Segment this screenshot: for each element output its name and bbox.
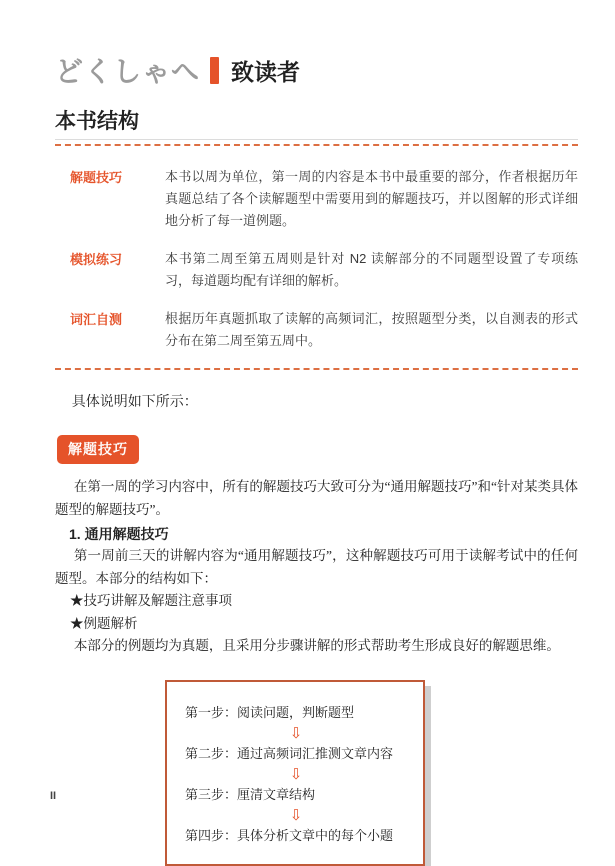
page-header xyxy=(55,52,578,88)
step-item: 第二步：通过高频词汇推测文章内容 xyxy=(185,745,394,761)
structure-item xyxy=(55,248,578,292)
star-bullet: ★例题解析 xyxy=(70,615,138,631)
paragraph: 本部分的例题均为真题，且采用分步骤讲解的形式帮助考生形成良好的解题思维。 xyxy=(73,638,560,653)
item-label: 词汇自测 xyxy=(70,312,123,327)
item-description: 本书以周为单位，第一周的内容是本书中最重要的部分，作者根据历年真题总结了各个读解题型中需要用到的解题技巧，并以图解的形式详细地分析了每一道例题。 xyxy=(165,169,578,228)
intro-line: 具体说明如下所示： xyxy=(71,395,198,410)
structure-item-list xyxy=(55,166,578,352)
item-label: 模拟练习 xyxy=(70,252,123,267)
item-description: 本书第二周至第五周则是针对 N2 读解部分的不同题型设置了专项练习，每道题均配有详细的解析。 xyxy=(165,251,578,288)
star-bullet: ★技巧讲解及解题注意事项 xyxy=(70,593,232,608)
page-number: II xyxy=(50,790,57,802)
step-item: 第四步：具体分析文章中的每个小题 xyxy=(185,827,394,843)
dashed-divider-top xyxy=(55,144,578,146)
down-arrow-icon: ⇩ xyxy=(289,723,303,742)
paragraph: 在第一周的学习内容中，所有的解题技巧大致可分为“通用解题技巧”和“针对某类具体题型的解题技巧”。 xyxy=(55,479,578,517)
chinese-title: 致读者 xyxy=(231,58,301,85)
accent-bar xyxy=(210,57,219,84)
dashed-divider-bottom xyxy=(55,368,578,370)
step-item: 第一步：阅读问题，判断题型 xyxy=(185,704,355,720)
item-description: 根据历年真题抓取了读解的高频词汇，按照题型分类，以自测表的形式分布在第二周至第五周中。 xyxy=(165,311,578,348)
structure-item xyxy=(55,308,578,352)
item-label: 解题技巧 xyxy=(70,170,123,185)
structure-item xyxy=(55,166,578,232)
step-item: 第三步：厘清文章结构 xyxy=(185,786,316,802)
solving-steps-box xyxy=(165,680,425,866)
paragraph: 第一周前三天的讲解内容为“通用解题技巧”，这种解题技巧可用于读解考试中的任何题型。本部分的结构如下： xyxy=(55,548,578,586)
section-badge: 解题技巧 xyxy=(57,435,139,464)
down-arrow-icon: ⇩ xyxy=(289,764,303,783)
japanese-title: どくしゃへ xyxy=(55,56,201,87)
down-arrow-icon: ⇩ xyxy=(289,805,303,824)
subsection-heading: 1. 通用解题技巧 xyxy=(69,526,169,542)
page-content xyxy=(55,0,578,866)
section-heading-book-structure: 本书结构 xyxy=(55,105,578,140)
